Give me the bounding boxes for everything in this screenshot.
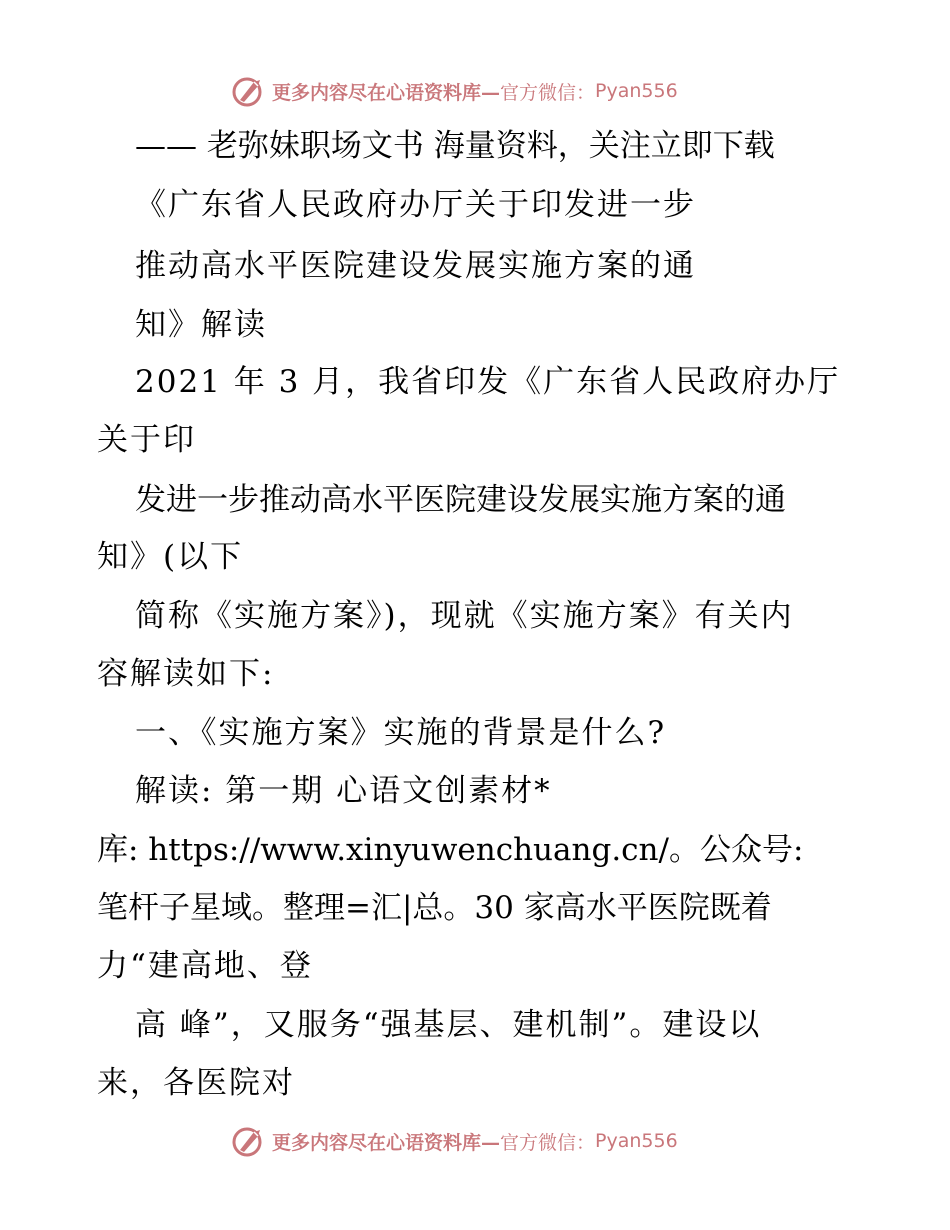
doc-line-4: 知》解读: [135, 307, 267, 343]
watermark-banner-bottom: [232, 1121, 752, 1161]
doc-line-11: 一、《实施方案》实施的背景是什么?: [135, 715, 667, 751]
doc-line-15: 力“建高地、登: [97, 948, 313, 984]
doc-line-13: 库: https://www.xinyuwenchuang.cn/。公众号:: [97, 832, 804, 868]
watermark-main-text: 更多内容尽在心语资料库—: [272, 81, 501, 104]
watermark-wechat-id: Pyan556: [595, 1130, 678, 1152]
doc-line-10: 容解读如下:: [97, 656, 275, 692]
watermark-banner-top: [232, 71, 752, 111]
pen-nib-logo-icon: [232, 1124, 266, 1158]
doc-line-14: 笔杆子星域。整理=汇|总。30 家高水平医院既着: [97, 890, 772, 926]
pen-nib-logo-icon: [232, 74, 266, 108]
doc-line-2: 《广东省人民政府办厅关于印发进一步: [135, 187, 696, 223]
watermark-wechat-label: 官方微信：: [500, 1131, 596, 1154]
watermark-wechat-label: 官方微信：: [500, 81, 596, 104]
doc-line-12: 解读: 第一期 心语文创素材*: [135, 773, 552, 809]
watermark-wechat-id: Pyan556: [595, 80, 678, 102]
doc-line-1: —— 老弥妹职场文书 海量资料，关注立即下载: [135, 128, 775, 164]
doc-line-9: 简称《实施方案》)，现就《实施方案》有关内: [135, 598, 794, 634]
doc-line-16: 高 峰”，又服务“强基层、建机制”。建设以: [135, 1007, 762, 1043]
doc-line-3: 推动高水平医院建设发展实施方案的通: [135, 248, 696, 284]
doc-line-5: 2021 年 3 月，我省印发《广东省人民政府办厅: [135, 364, 841, 400]
doc-line-7: 发进一步推动高水平医院建设发展实施方案的通: [135, 482, 786, 518]
watermark-main-text: 更多内容尽在心语资料库—: [272, 1131, 501, 1154]
doc-line-17: 来，各医院对: [97, 1065, 295, 1101]
doc-line-6: 关于印: [97, 422, 196, 458]
doc-line-8: 知》(以下: [97, 539, 244, 575]
